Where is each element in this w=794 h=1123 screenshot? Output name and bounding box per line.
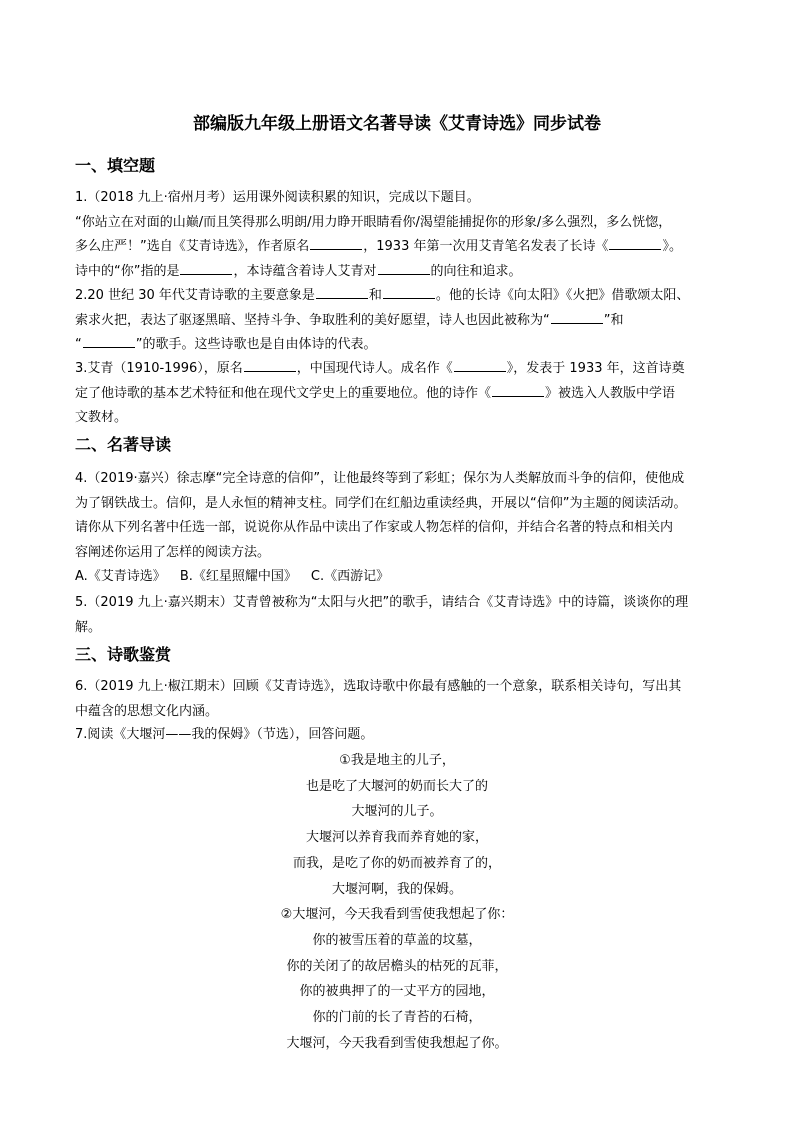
q6-line-2: 中蕴含的思想文化内涵。 — [75, 703, 219, 719]
q3-line-2: 定了他诗歌的基本艺术特征和他在现代文学史上的重要地位。他的诗作《 》被选入人教版中学语 — [75, 382, 725, 407]
answer-blank[interactable] — [378, 260, 430, 275]
option-c[interactable]: C.《西游记》 — [310, 569, 390, 584]
q4-line-4: 容阐述你运用了怎样的阅读方法。 — [75, 544, 271, 560]
q5-line-1: 5.（2019 九上·嘉兴期末）艾青曾被称为“太阳与火把”的歌手，请结合《艾青诗选》中的诗篇，谈谈你的理 — [75, 595, 689, 610]
answer-blank[interactable] — [83, 333, 135, 348]
q2-line-3: “ ”的歌手。这些诗歌也是自由体诗的代表。 — [75, 333, 725, 358]
poem-line: 大堰河啊，我的保姆。 — [331, 881, 462, 897]
question-2 — [75, 284, 725, 358]
option-a[interactable]: A.《艾青诗选》 — [75, 569, 166, 584]
section-heading-classics-reading: 二、名著导读 — [75, 435, 172, 454]
poem-line: 你的被雪压着的草盖的坟墓， — [312, 932, 482, 948]
q2-line-1: 2.20 世纪 30 年代艾青诗歌的主要意象是 和 。他的长诗《向太阳》《火把》借歌颂太阳、 — [75, 284, 725, 309]
q4-options — [75, 565, 725, 590]
poem-line: 你的关闭了的故居檐头的枯死的瓦菲， — [286, 958, 508, 974]
q1-line-1: 1.（2018 九上·宿州月考）运用课外阅读积累的知识，完成以下题目。 — [75, 190, 480, 205]
answer-blank[interactable] — [383, 284, 435, 299]
answer-blank[interactable] — [551, 309, 603, 324]
poem-line: 大堰河以养育我而养育她的家， — [305, 830, 488, 846]
q4-line-1: 4.（2019·嘉兴）徐志摩“完全诗意的信仰”，让他最终等到了彩虹；保尔为人类解放而斗争的信仰，使他成 — [75, 471, 685, 486]
q2-line-2: 索求火把，表达了驱逐黑暗、坚持斗争、争取胜利的美好愿望，诗人也因此被称为“ ”和 — [75, 309, 725, 334]
q1-line-4: 诗中的“你”指的是 ，本诗蕴含着诗人艾青对 的向往和追求。 — [75, 260, 725, 285]
q7-line-1: 7.阅读《大堰河——我的保姆》（节选），回答问题。 — [75, 727, 374, 742]
page-title: 部编版九年级上册语文名著导读《艾青诗选》同步试卷 — [193, 114, 601, 134]
q4-line-2: 为了钢铁战士。信仰，是人永恒的精神支柱。同学们在红船边重读经典，开展以“信仰”为主题的阅读活动。 — [75, 495, 687, 511]
question-4 — [75, 467, 725, 590]
answer-blank[interactable] — [454, 357, 506, 372]
poem-excerpt — [0, 748, 794, 1056]
answer-blank[interactable] — [316, 284, 368, 299]
question-3 — [75, 357, 725, 431]
q5-line-2: 解。 — [75, 619, 102, 635]
answer-blank[interactable] — [310, 235, 362, 250]
answer-blank[interactable] — [609, 235, 661, 250]
poem-line: 也是吃了大堰河的奶而长大了的 — [305, 778, 488, 794]
answer-blank[interactable] — [244, 357, 296, 372]
option-b[interactable]: B.《红星照耀中国》 — [179, 569, 297, 584]
poem-line: 大堰河，今天我看到雪使我想起了你。 — [286, 1035, 508, 1051]
answer-blank[interactable] — [180, 260, 232, 275]
poem-line: ②大堰河，今天我看到雪使我想起了你： — [280, 907, 514, 923]
poem-line: ①我是地主的儿子， — [339, 753, 455, 768]
q1-line-3: 多么庄严！”选自《艾青诗选》，作者原名 ，1933 年第一次用艾青笔名发表了长诗《 》。 — [75, 235, 725, 260]
q1-line-2: “你站立在对面的山巅/而且笑得那么明朗/用力睁开眼睛看你/渴望能捕捉你的形象/多么强烈，多么恍惚， — [75, 214, 672, 230]
q4-line-3: 请你从下列名著中任选一部，说说你从作品中读出了作家或人物怎样的信仰，并结合名著的特点和相关内 — [75, 520, 674, 535]
section-heading-fill-blank: 一、填空题 — [75, 156, 156, 175]
poem-line: 你的被典押了的一丈平方的园地， — [299, 984, 495, 1000]
q6-line-1: 6.（2019 九上·椒江期末）回顾《艾青诗选》，选取诗歌中你最有感触的一个意象，联系相关诗句，写出其 — [75, 679, 682, 694]
question-6 — [75, 675, 725, 724]
q3-line-1: 3.艾青（1910-1996），原名 ，中国现代诗人。成名作《 》，发表于 1933 年，这首诗奠 — [75, 357, 725, 382]
answer-blank[interactable] — [492, 382, 544, 397]
q3-line-3: 文教材。 — [75, 410, 128, 425]
question-7 — [75, 723, 725, 748]
question-1 — [75, 186, 725, 284]
section-heading-poetry-appreciation: 三、诗歌鉴赏 — [75, 645, 172, 664]
poem-line: 大堰河的儿子。 — [351, 804, 443, 820]
poem-line: 你的门前的长了青苔的石椅， — [312, 1010, 482, 1026]
poem-line: 而我，是吃了你的奶而被养育了的， — [292, 855, 501, 871]
question-5 — [75, 591, 725, 640]
